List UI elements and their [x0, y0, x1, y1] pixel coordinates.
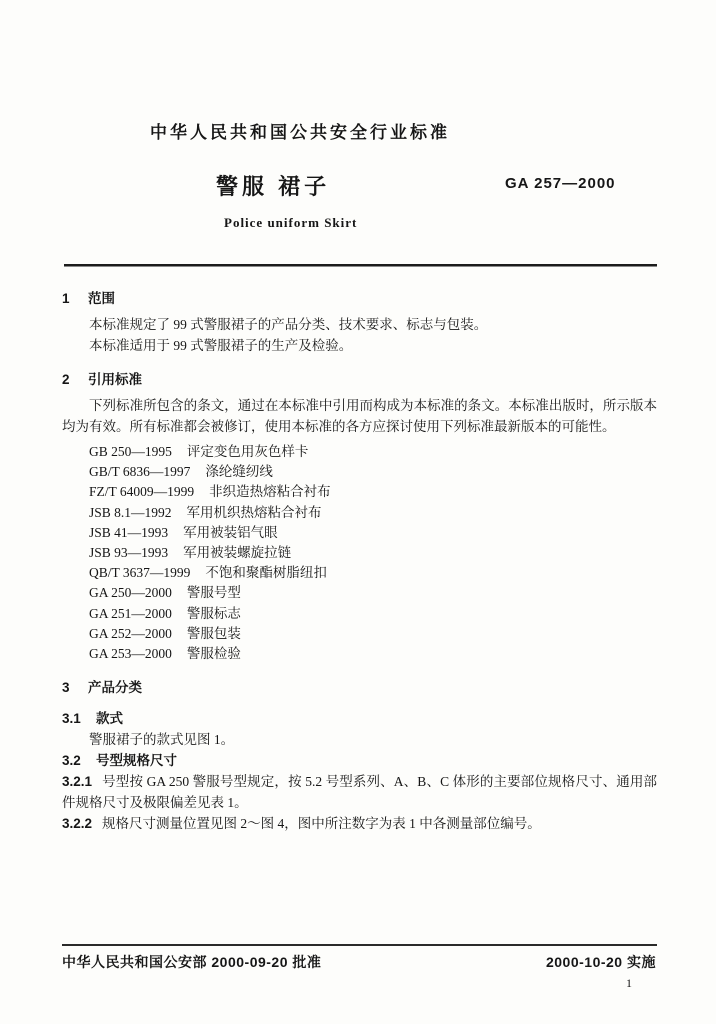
- section-2-title: 引用标准: [88, 372, 142, 387]
- implementation-date: 2000-10-20 实施: [545, 954, 656, 970]
- section-1-heading: [62, 288, 657, 309]
- section-1-number: 1: [62, 291, 70, 306]
- document-title-english: Police uniform Skirt: [224, 215, 358, 230]
- section-1-paragraph-1: 本标准规定了 99 式警服裙子的产品分类、技术要求、标志与包装。: [89, 317, 488, 332]
- reference-name: 不饱和聚酯树脂纽扣: [205, 565, 327, 581]
- reference-name: 警服号型: [186, 585, 241, 601]
- reference-name: 警服标志: [186, 605, 241, 621]
- section-3-2-heading: [62, 750, 657, 771]
- reference-item: [89, 624, 657, 644]
- reference-code: GB/T 6836—1997: [89, 464, 191, 480]
- section-2-heading: [62, 369, 657, 390]
- reference-item: [89, 543, 657, 563]
- reference-item: [89, 523, 657, 543]
- reference-name: 警服检验: [186, 646, 241, 662]
- reference-code: QB/T 3637—1999: [89, 565, 191, 581]
- section-2-intro: 下列标准所包含的条文，通过在本标准中引用而构成为本标准的条文。本标准出版时，所示版本均为有效。所有标准都会被修订，使用本标准的各方应探讨使用下列标准最新版本的可能性。: [62, 398, 657, 434]
- reference-code: JSB 93—1993: [89, 545, 169, 561]
- reference-name: 评定变色用灰色样卡: [186, 444, 309, 459]
- reference-name: 非织造热熔粘合衬布: [209, 484, 331, 500]
- section-3-1-text: 警服裙子的款式见图 1。: [89, 732, 235, 748]
- reference-code: GA 252—2000: [89, 625, 172, 641]
- reference-item: [89, 462, 657, 482]
- reference-name: 军用机织热熔粘合衬布: [186, 504, 322, 520]
- clause-3-2-2: [62, 813, 657, 834]
- reference-code: GB 250—1995: [89, 444, 172, 459]
- reference-code: JSB 41—1993: [89, 524, 169, 540]
- section-1-title: 范围: [88, 291, 115, 306]
- section-1-paragraph-2: 本标准适用于 99 式警服裙子的生产及检验。: [89, 338, 353, 353]
- reference-item: [89, 583, 657, 603]
- section-2-number: 2: [62, 372, 70, 387]
- reference-item: [89, 563, 657, 583]
- reference-item: [89, 604, 657, 624]
- reference-name: 军用被装螺旋拉链: [183, 545, 292, 561]
- clause-3-2-2-text: 规格尺寸测量位置见图 2～图 4，图中所注数字为表 1 中各测量部位编号。: [102, 816, 541, 832]
- section-3-2-number: 3.2: [62, 753, 81, 769]
- footer-divider-rule: [62, 944, 657, 946]
- referenced-standards-list: [89, 442, 657, 664]
- clause-3-2-2-number: 3.2.2: [62, 816, 93, 832]
- header-divider-rule: [64, 264, 657, 267]
- document-body: [62, 288, 657, 834]
- approval-statement: 中华人民共和国公安部 2000-09-20 批准: [62, 954, 322, 970]
- standard-number: GA 257—2000: [505, 175, 616, 192]
- reference-code: GA 250—2000: [89, 585, 172, 601]
- reference-item: [89, 503, 657, 523]
- reference-code: GA 251—2000: [89, 605, 172, 621]
- reference-name: 警服包装: [186, 625, 241, 641]
- standard-category-header: 中华人民共和国公共安全行业标准: [150, 123, 450, 142]
- clause-3-2-1-text: 号型按 GA 250 警服号型规定，按 5.2 号型系列、A、B、C 体形的主要部位规格尺寸、通用部件规格尺寸及极限偏差见表 1。: [62, 774, 657, 811]
- reference-code: FZ/T 64009—1999: [89, 484, 195, 500]
- clause-3-2-1-number: 3.2.1: [62, 774, 93, 790]
- section-3-heading: [62, 677, 657, 698]
- section-3-1-heading: [62, 708, 657, 729]
- section-3-number: 3: [62, 680, 70, 696]
- section-3-1-number: 3.1: [62, 711, 81, 727]
- reference-name: 涤纶缝纫线: [205, 464, 273, 480]
- reference-item: [89, 644, 657, 664]
- reference-code: GA 253—2000: [89, 646, 172, 662]
- reference-item: [89, 442, 657, 462]
- section-3-1-title: 款式: [96, 711, 123, 727]
- document-title-chinese: 警服 裙子: [216, 174, 331, 199]
- reference-name: 军用被装铝气眼: [183, 524, 278, 540]
- section-3-2-title: 号型规格尺寸: [96, 753, 177, 769]
- clause-3-2-1: [62, 771, 657, 813]
- reference-code: JSB 8.1—1992: [89, 504, 172, 520]
- reference-item: [89, 482, 657, 502]
- section-3-title: 产品分类: [88, 680, 142, 696]
- page-number: 1: [626, 976, 632, 990]
